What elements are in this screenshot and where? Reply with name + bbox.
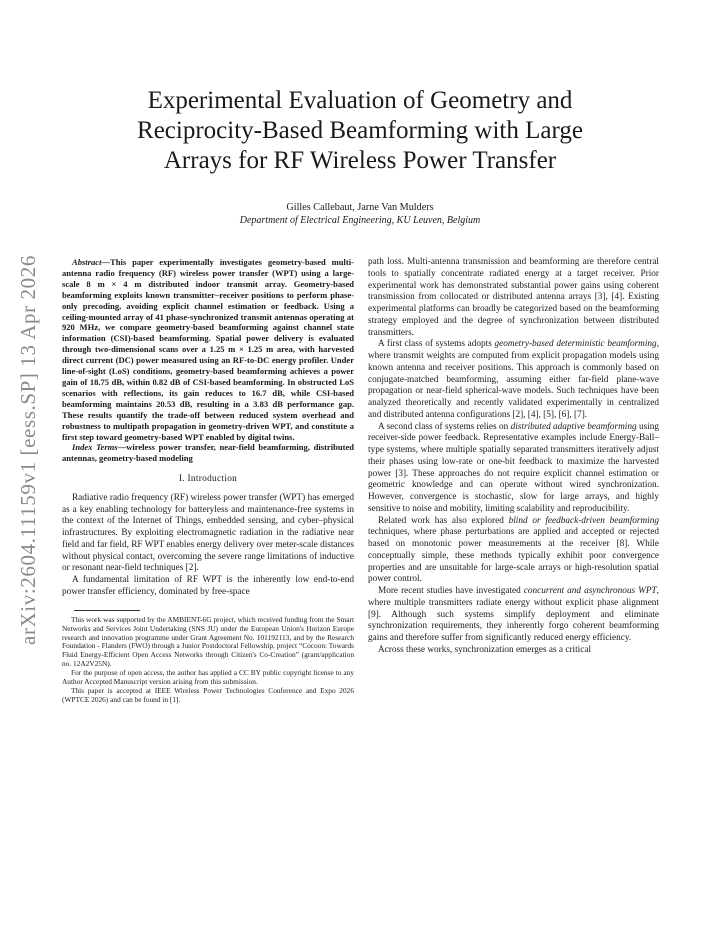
text-run: A first class of systems adopts bbox=[378, 339, 495, 350]
affiliation: Department of Electrical Engineering, KU Leuven, Belgium bbox=[239, 215, 481, 226]
left-column bbox=[62, 257, 354, 705]
authors: Gilles Callebaut, Jarne Van Mulders bbox=[286, 202, 434, 213]
footnote: This work was supported by the AMBIENT-6G project, which received funding from the Smart Networks and Services Joint Undertaking (SNS JU) under the European Union's Horizon Europe research and innovation programme under Grant Agreement No. 101192113, and by the Research Foundation - Flanders (FWO) through a Junior Postdoctoral Fellowship, project “Cocoon: Towards Fluid Energy-Efficient Open Access Networks through Citizen's Co-Creation” (grant/application no. 12A2V25N). bbox=[62, 614, 354, 669]
emphasis: concurrent and asynchronous WPT bbox=[523, 586, 657, 596]
text-run: using receiver-side power feedback. Representative examples include Energy-Ball–type systems, where multiple spatially separated transmitters iteratively adjust their phases using low-rate or one-bit feedback to maximize the harvested power [3]. These approaches do not require explicit channel estimation or geometric knowledge and can operate without wired synchronization. However, convergence is stochastic, slow for large arrays, and highly sensitive to noise and mobility, limiting scalability and reproducibility. bbox=[368, 421, 659, 514]
title-line: Arrays for RF Wireless Power Transfer bbox=[163, 147, 557, 174]
footnote: This paper is accepted at IEEE Wireless Power Technologies Conference and Expo 2026 (WPTCE 2026) and can be found in [1]. bbox=[62, 685, 354, 704]
arxiv-stamp bbox=[8, 250, 62, 650]
index-terms-label: Index Terms bbox=[72, 442, 118, 453]
emphasis: geometry-based deterministic beamforming bbox=[494, 339, 657, 350]
text-run: , where transmit weights are computed from explicit propagation models using known antenna and receiver positions. This approach is commonly based on conjugate-matched beamforming, assuming either far-field plane-wave propagation or near-field spherical-wave models. Such techniques have been analyzed theoretically and recently validated experimentally in centralized and distributed antenna configurations [2], [4], [5], [6], [7]. bbox=[368, 339, 659, 420]
body-paragraph: path loss. Multi-antenna transmission and beamforming are therefore central tools to spatially concentrate radiated energy at a target receiver. Prior experimental work has demonstrated substantial power gains using coherent transmission from collocated or distributed antenna arrays [3], [4]. Existing experimental platforms can broadly be categorized based on the beamforming strategy employed and the degree of synchronization between distributed transmitters. bbox=[368, 257, 659, 338]
arxiv-stamp-text: arXiv:2604.11159v1 [eess.SP] 13 Apr 2026 bbox=[16, 255, 40, 645]
text-run: Related work has also explored bbox=[378, 515, 509, 526]
body-paragraph bbox=[368, 586, 659, 645]
body-paragraph: Across these works, synchronization emerges as a critical bbox=[378, 644, 592, 655]
section-heading: I. Introduction bbox=[178, 474, 238, 485]
text-run: More recent studies have investigated bbox=[378, 586, 524, 596]
text-run: , where multiple transmitters radiate energy without explicit phase alignment [9]. Although such systems simplify deployment and eliminate synchronization requirements, they inherently forgo coherent beamforming gains and therefore suffer from significantly reduced energy efficiency. bbox=[368, 586, 659, 643]
paper-title bbox=[80, 86, 640, 176]
abstract-label: Abstract bbox=[72, 257, 102, 267]
index-terms-text: —wireless power transfer, near-field beamforming, distributed antennas, geometry-based modeling bbox=[62, 442, 354, 464]
body-paragraph bbox=[368, 516, 659, 587]
index-terms bbox=[62, 442, 354, 464]
body-paragraph: A fundamental limitation of RF WPT is the inherently low end-to-end power transfer efficiency, dominated by free-space bbox=[62, 575, 354, 597]
body-paragraph bbox=[368, 422, 659, 516]
text-run: techniques, where phase perturbations are applied and accepted or rejected based on monotonic power measurements at the receiver [8]. While conceptually simple, these methods typically exhibit poor convergence properties and are unsuitable for large-scale arrays or high-resolution spatial power control. bbox=[368, 527, 659, 585]
title-line: Experimental Evaluation of Geometry and bbox=[147, 87, 573, 114]
emphasis: distributed adaptive beamforming bbox=[510, 421, 637, 432]
body-paragraph bbox=[368, 339, 659, 421]
title-line: Reciprocity-Based Beamforming with Large bbox=[137, 117, 583, 144]
abstract bbox=[62, 257, 354, 442]
text-run: A second class of systems relies on bbox=[378, 421, 511, 432]
footnote: For the purpose of open access, the author has applied a CC BY public copyright license to any Author Accepted Manuscript version arising from this submission. bbox=[62, 668, 354, 687]
right-column bbox=[368, 257, 659, 657]
abstract-text: —This paper experimentally investigates geometry-based multi-antenna radio frequency (RF) wireless power transfer (WPT) using a large-scale 8 m × 4 m distributed indoor transmit array. Geometry-based beamforming exploits known transmitter–receiver positions to perform phase-only precoding, avoiding explicit channel estimation or feedback. Using a ceiling-mounted array of 41 phase-synchronized transmit antennas operating at 920 MHz, we compare geometry-based beamforming against channel state information (CSI)-based beamforming. Spatial power delivery is evaluated through two-dimensional scans over a 1.25 m × 1.25 m area, with harvested direct current (DC) power measured using an RF-to-DC energy profiler. Under line-of-sight (LoS) conditions, geometry-based beamforming achieves a power gain of 18.75 dB, within 0.82 dB of CSI-based beamforming. In obstructed LoS scenarios with reflections, its gain reduces to 16.7 dB, while CSI-based beamforming maintains 20.53 dB, resulting in a 3.83 dB performance gap. These results quantify the trade-off between reduced system overhead and robustness to multipath propagation in geometry-driven WPT, and constitute a first step toward geometry-based WPT enabled by digital twins. bbox=[62, 257, 354, 442]
emphasis: blind or feedback-driven beamforming bbox=[508, 515, 660, 526]
footnote-divider bbox=[74, 610, 140, 611]
body-paragraph: Radiative radio frequency (RF) wireless power transfer (WPT) has emerged as a key enabling technology for batteryless and maintenance-free systems in the context of the Internet of Things, embedded sensing, and cyber–physical infrastructures. By exploiting electromagnetic radiation in the radiative near field and far field, RF WPT enables energy delivery over meter-scale distances without physical contact, overcoming the severe range limitations of inductive or resonant near-field techniques [2]. bbox=[62, 492, 354, 574]
